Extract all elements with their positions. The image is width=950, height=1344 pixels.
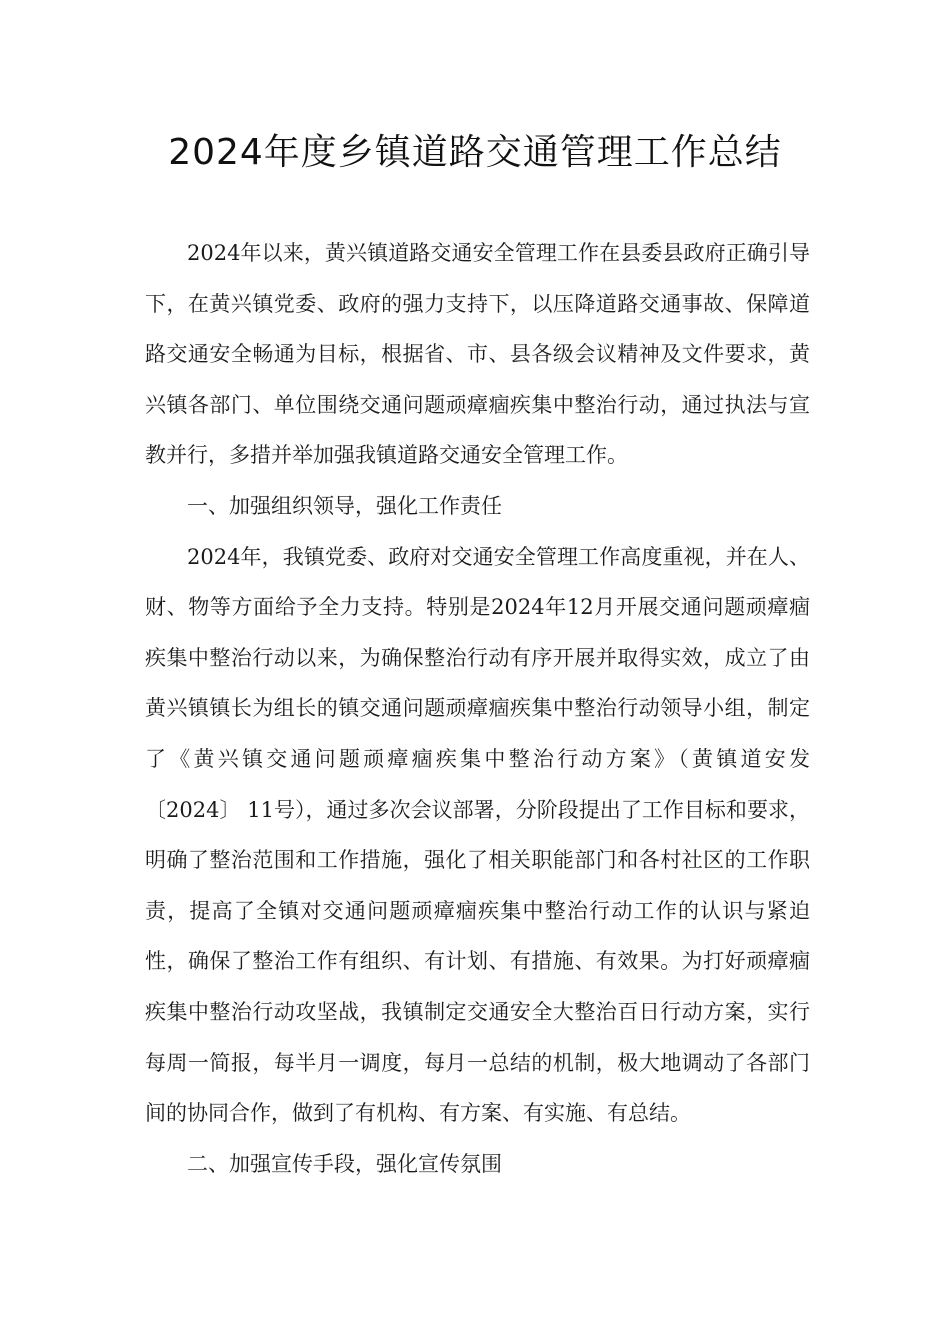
section-1-paragraph: 2024年，我镇党委、政府对交通安全管理工作高度重视，并在人、财、物等方面给予全力支持。特别是2024年12月开展交通问题顽瘴痼疾集中整治行动以来，为确保整治行动有序开展并取得实效，成立了由黄兴镇镇长为组长的镇交通问题顽瘴痼疾集中整治行动领导小组，制定了《黄兴镇交通问题顽瘴痼疾集中整治行动方案》（黄镇道安发〔2024〕 11号），通过多次会议部署，分阶段提出了工作目标和要求，明确了整治范围和工作措施，强化了相关职能部门和各村社区的工作职责，提高了全镇对交通问题顽瘴痼疾集中整治行动工作的认识与紧迫性，确保了整治工作有组织、有计划、有措施、有效果。为打好顽瘴痼疾集中整治行动攻坚战，我镇制定交通安全大整治百日行动方案，实行每周一简报，每半月一调度，每月一总结的机制，极大地调动了各部门间的协同合作，做到了有机构、有方案、有实施、有总结。 (145, 544, 810, 1126)
section-1-heading: 一、加强组织领导，强化工作责任 (187, 493, 502, 518)
document-title: 2024年度乡镇道路交通管理工作总结 (168, 132, 782, 173)
document-body (145, 228, 810, 1189)
intro-paragraph: 2024年以来，黄兴镇道路交通安全管理工作在县委县政府正确引导下，在黄兴镇党委、政府的强力支持下，以压降道路交通事故、保障道路交通安全畅通为目标，根据省、市、县各级会议精神及文件要求，黄兴镇各部门、单位围绕交通问题顽瘴痼疾集中整治行动，通过执法与宣教并行，多措并举加强我镇道路交通安全管理工作。 (145, 241, 810, 468)
section-2-heading: 二、加强宣传手段，强化宣传氛围 (187, 1151, 502, 1176)
